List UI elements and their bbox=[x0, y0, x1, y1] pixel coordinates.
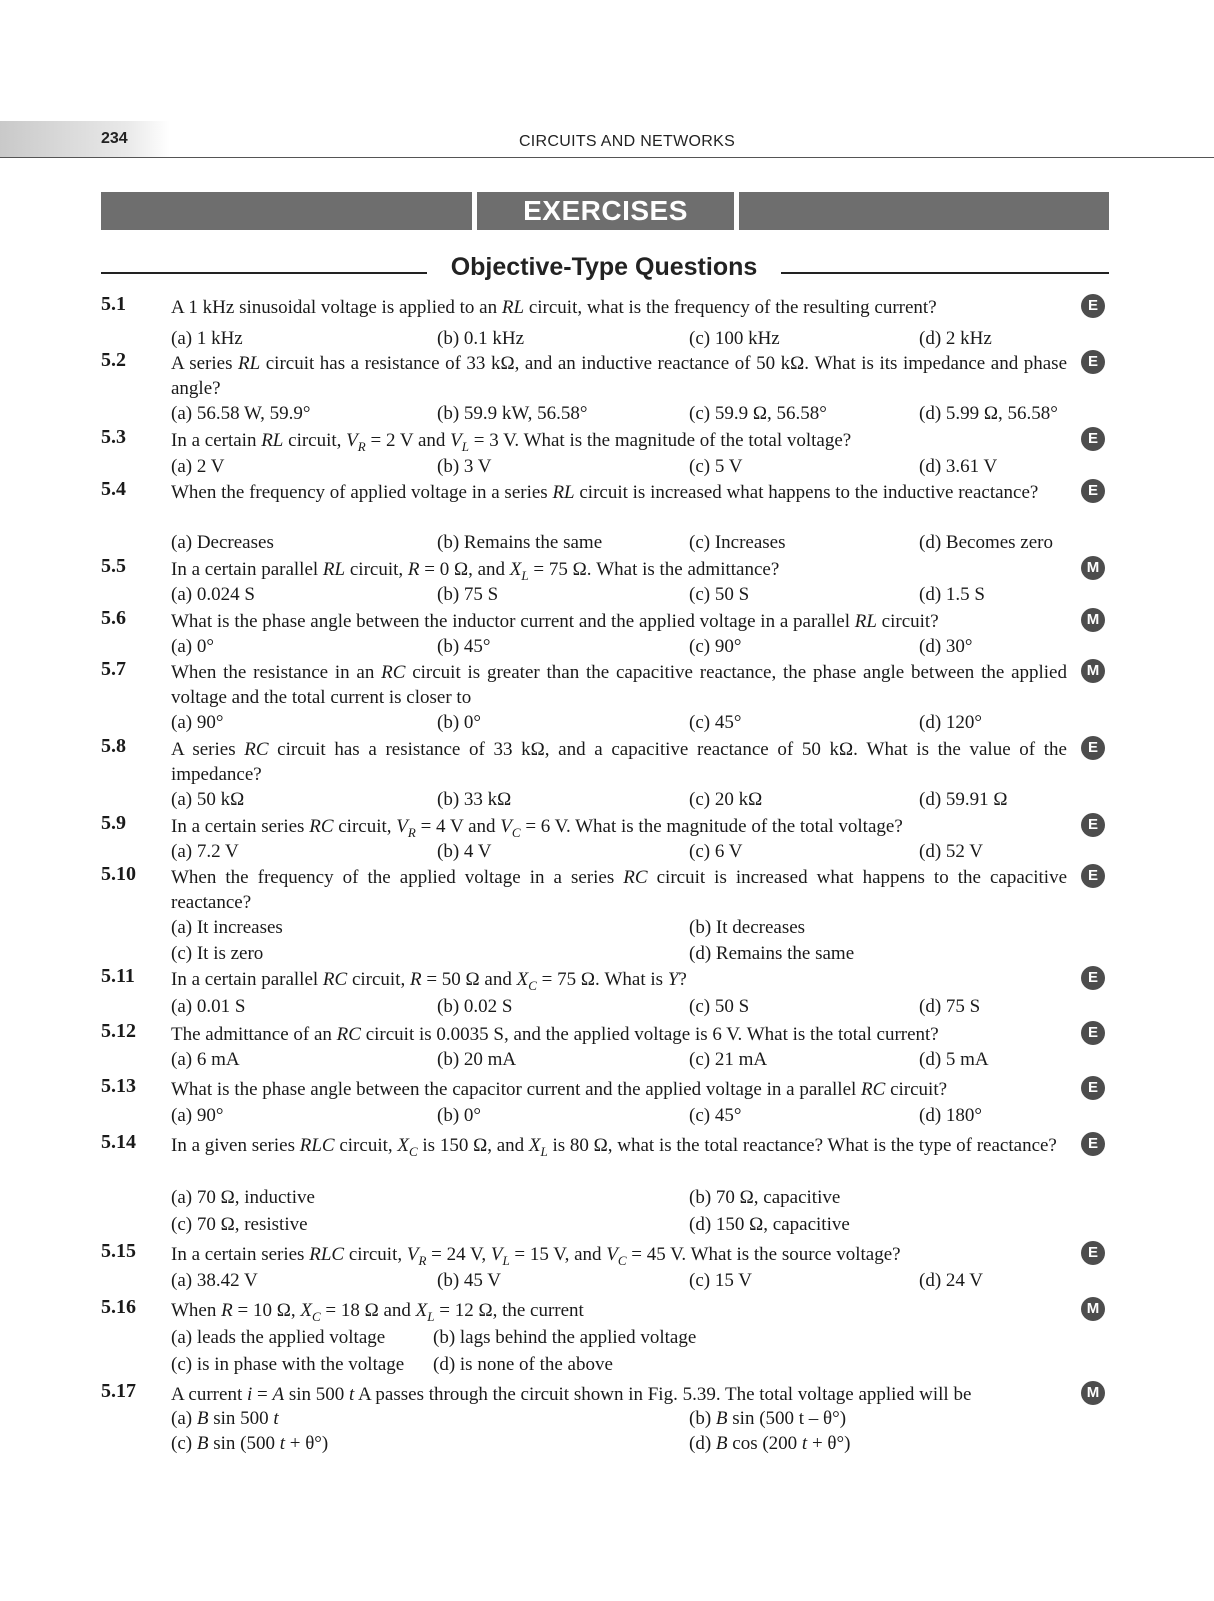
question-text: What is the phase angle between the capacitor current and the applied voltage in a parallel RC circuit? bbox=[171, 1079, 948, 1100]
answer-option: (a) B sin 500 t bbox=[171, 1408, 279, 1429]
easy-level-badge: E bbox=[1081, 966, 1105, 990]
answer-option: (c) Increases bbox=[689, 532, 786, 553]
running-title: CIRCUITS AND NETWORKS bbox=[518, 133, 736, 150]
answer-option: (b) It decreases bbox=[689, 917, 806, 938]
options-row bbox=[171, 1406, 1091, 1431]
answer-option: (b) 45° bbox=[437, 636, 491, 657]
question-number: 5.5 bbox=[101, 555, 126, 577]
answer-option: (a) Decreases bbox=[171, 532, 274, 553]
answer-option: (d) 5 mA bbox=[919, 1049, 989, 1070]
options-row bbox=[171, 710, 1091, 735]
answer-option: (a) 0.01 S bbox=[171, 996, 246, 1017]
section-rule-right bbox=[781, 272, 1109, 274]
options-row bbox=[171, 1352, 1091, 1377]
answer-option: (a) 1 kHz bbox=[171, 328, 243, 349]
question-text: When the frequency of the applied voltage in a series RC circuit is increased what happens to the capacitive reactance? bbox=[171, 867, 1067, 913]
question-number: 5.2 bbox=[101, 349, 126, 371]
question-number: 5.7 bbox=[101, 658, 126, 680]
options-row bbox=[171, 530, 1091, 555]
options-row bbox=[171, 941, 1091, 966]
easy-level-badge: E bbox=[1081, 736, 1105, 760]
question-text: In a certain series RC circuit, $V_R = 4$ V and $V_C = 6$ V. What is the magnitude of the total voltage? bbox=[171, 816, 903, 840]
options-row bbox=[171, 1103, 1091, 1128]
answer-option: (c) 50 S bbox=[689, 584, 750, 605]
answer-option: (c) is in phase with the voltage bbox=[171, 1354, 405, 1375]
answer-option: (d) 75 S bbox=[919, 996, 981, 1017]
answer-option: (d) Becomes zero bbox=[919, 532, 1053, 553]
question-text: In a certain series RLC circuit, $V_R = 24$ V, $V_L = 15$ V, and $V_C = 45$ V. What is the source voltage? bbox=[171, 1244, 901, 1268]
question-number: 5.3 bbox=[101, 426, 126, 448]
question-text: In a certain parallel RL circuit, R = 0 Ω, and $X_L = 75$ Ω. What is the admittance? bbox=[171, 559, 780, 583]
answer-option: (a) 6 mA bbox=[171, 1049, 240, 1070]
answer-option: (d) 52 V bbox=[919, 841, 984, 862]
answer-option: (d) 150 Ω, capacitive bbox=[689, 1214, 850, 1235]
question-number: 5.11 bbox=[101, 965, 135, 987]
answer-option: (d) 24 V bbox=[919, 1270, 984, 1291]
options-row bbox=[171, 839, 1091, 864]
answer-option: (b) 70 Ω, capacitive bbox=[689, 1187, 841, 1208]
answer-option: (c) 90° bbox=[689, 636, 742, 657]
question-text: In a given series RLC circuit, $X_C$ is 150 Ω, and $X_L$ is 80 Ω, what is the total reactance? What is the type of reactance? bbox=[171, 1135, 1057, 1159]
answer-option: (c) 5 V bbox=[689, 456, 743, 477]
page-number: 234 bbox=[101, 130, 128, 147]
answer-option: (a) 7.2 V bbox=[171, 841, 239, 862]
answer-option: (a) 0.024 S bbox=[171, 584, 255, 605]
question-number: 5.15 bbox=[101, 1240, 136, 1262]
answer-option: (b) 45 V bbox=[437, 1270, 502, 1291]
answer-option: (b) 33 kΩ bbox=[437, 789, 512, 810]
answer-option: (c) 50 S bbox=[689, 996, 750, 1017]
options-row bbox=[171, 326, 1091, 351]
question-text: In a certain parallel RC circuit, R = 50 Ω and $X_C = 75$ Ω. What is Y? bbox=[171, 969, 687, 993]
answer-option: (a) 90° bbox=[171, 712, 224, 733]
answer-option: (b) 0.1 kHz bbox=[437, 328, 525, 349]
answer-option: (c) 20 kΩ bbox=[689, 789, 763, 810]
question-number: 5.4 bbox=[101, 478, 126, 500]
answer-option: (a) 2 V bbox=[171, 456, 225, 477]
easy-level-badge: E bbox=[1081, 350, 1105, 374]
medium-level-badge: M bbox=[1081, 659, 1105, 683]
answer-option: (a) 70 Ω, inductive bbox=[171, 1187, 315, 1208]
question-text: A series RC circuit has a resistance of 33 kΩ, and a capacitive reactance of 50 kΩ. What is the value of the impedance? bbox=[171, 739, 1067, 785]
easy-level-badge: E bbox=[1081, 813, 1105, 837]
answer-option: (d) is none of the above bbox=[433, 1354, 613, 1375]
answer-option: (a) leads the applied voltage bbox=[171, 1327, 386, 1348]
header-rule bbox=[0, 157, 1214, 158]
banner-left-bar bbox=[101, 192, 472, 230]
options-row bbox=[171, 401, 1091, 426]
easy-level-badge: E bbox=[1081, 1132, 1105, 1156]
options-row bbox=[171, 1431, 1091, 1456]
medium-level-badge: M bbox=[1081, 608, 1105, 632]
question-text: What is the phase angle between the inductor current and the applied voltage in a parallel RL circuit? bbox=[171, 611, 939, 632]
question-number: 5.17 bbox=[101, 1380, 136, 1402]
easy-level-badge: E bbox=[1081, 1241, 1105, 1265]
answer-option: (d) 180° bbox=[919, 1105, 983, 1126]
question-number: 5.14 bbox=[101, 1131, 136, 1153]
question-number: 5.12 bbox=[101, 1020, 136, 1042]
answer-option: (c) 45° bbox=[689, 712, 742, 733]
answer-option: (a) 0° bbox=[171, 636, 214, 657]
answer-option: (c) 15 V bbox=[689, 1270, 752, 1291]
medium-level-badge: M bbox=[1081, 556, 1105, 580]
answer-option: (c) 70 Ω, resistive bbox=[171, 1214, 308, 1235]
medium-level-badge: M bbox=[1081, 1381, 1105, 1405]
question-text: The admittance of an RC circuit is 0.0035 S, and the applied voltage is 6 V. What is the total current? bbox=[171, 1024, 939, 1045]
question-text: When the resistance in an RC circuit is greater than the capacitive reactance, the phase angle between the applied voltage and the total current is closer to bbox=[171, 662, 1067, 708]
options-row bbox=[171, 787, 1091, 812]
easy-level-badge: E bbox=[1081, 1021, 1105, 1045]
options-row bbox=[171, 915, 1091, 940]
answer-option: (d) 2 kHz bbox=[919, 328, 992, 349]
answer-option: (b) 4 V bbox=[437, 841, 492, 862]
answer-option: (b) lags behind the applied voltage bbox=[433, 1327, 697, 1348]
options-row bbox=[171, 1268, 1091, 1293]
question-number: 5.10 bbox=[101, 863, 136, 885]
easy-level-badge: E bbox=[1081, 427, 1105, 451]
question-text: A series RL circuit has a resistance of 33 kΩ, and an inductive reactance of 50 kΩ. What is its impedance and phase angle? bbox=[171, 353, 1068, 399]
easy-level-badge: E bbox=[1081, 479, 1105, 503]
options-row bbox=[171, 1325, 1091, 1350]
answer-option: (c) 45° bbox=[689, 1105, 742, 1126]
section-rule-left bbox=[101, 272, 427, 274]
question-text: In a certain RL circuit, $V_R = 2$ V and $V_L = 3$ V. What is the magnitude of the total voltage? bbox=[171, 430, 852, 454]
answer-option: (b) 59.9 kW, 56.58° bbox=[437, 403, 588, 424]
options-row bbox=[171, 634, 1091, 659]
easy-level-badge: E bbox=[1081, 864, 1105, 888]
answer-option: (c) B sin (500 t + θ°) bbox=[171, 1433, 329, 1454]
question-number: 5.16 bbox=[101, 1296, 136, 1318]
answer-option: (a) 38.42 V bbox=[171, 1270, 258, 1291]
answer-option: (d) 120° bbox=[919, 712, 983, 733]
answer-option: (b) Remains the same bbox=[437, 532, 603, 553]
easy-level-badge: E bbox=[1081, 1076, 1105, 1100]
options-row bbox=[171, 582, 1091, 607]
answer-option: (b) 75 S bbox=[437, 584, 499, 605]
answer-option: (a) 90° bbox=[171, 1105, 224, 1126]
answer-option: (b) 3 V bbox=[437, 456, 492, 477]
answer-option: (a) It increases bbox=[171, 917, 283, 938]
options-row bbox=[171, 994, 1091, 1019]
answer-option: (b) 20 mA bbox=[437, 1049, 517, 1070]
answer-option: (c) 59.9 Ω, 56.58° bbox=[689, 403, 827, 424]
answer-option: (a) 50 kΩ bbox=[171, 789, 245, 810]
answer-option: (d) 3.61 V bbox=[919, 456, 998, 477]
exercises-banner: EXERCISES bbox=[477, 192, 734, 230]
running-header bbox=[0, 121, 1214, 161]
answer-option: (d) 1.5 S bbox=[919, 584, 985, 605]
options-row bbox=[171, 454, 1091, 479]
answer-option: (a) 56.58 W, 59.9° bbox=[171, 403, 311, 424]
answer-option: (d) 59.91 Ω bbox=[919, 789, 1008, 810]
section-title: Objective-Type Questions bbox=[450, 253, 758, 281]
question-text: When the frequency of applied voltage in a series RL circuit is increased what happens to the inductive reactance? bbox=[171, 482, 1039, 503]
question-text: A current i = A sin 500 t A passes through the circuit shown in Fig. 5.39. The total voltage applied will be bbox=[171, 1384, 972, 1405]
question-number: 5.9 bbox=[101, 812, 126, 834]
question-number: 5.13 bbox=[101, 1075, 136, 1097]
question-number: 5.1 bbox=[101, 293, 126, 315]
answer-option: (b) 0° bbox=[437, 1105, 482, 1126]
question-text: A 1 kHz sinusoidal voltage is applied to an RL circuit, what is the frequency of the resulting current? bbox=[171, 297, 937, 318]
answer-option: (d) 30° bbox=[919, 636, 973, 657]
question-text: When R = 10 Ω, $X_C = 18$ Ω and $X_L = 12$ Ω, the current bbox=[171, 1300, 584, 1324]
answer-option: (c) 21 mA bbox=[689, 1049, 768, 1070]
answer-option: (b) 0.02 S bbox=[437, 996, 513, 1017]
answer-option: (b) B sin (500 t – θ°) bbox=[689, 1408, 847, 1429]
options-row bbox=[171, 1185, 1091, 1210]
answer-option: (c) It is zero bbox=[171, 943, 264, 964]
medium-level-badge: M bbox=[1081, 1297, 1105, 1321]
answer-option: (c) 6 V bbox=[689, 841, 743, 862]
answer-option: (c) 100 kHz bbox=[689, 328, 780, 349]
banner-right-bar bbox=[739, 192, 1109, 230]
options-row bbox=[171, 1047, 1091, 1072]
question-number: 5.8 bbox=[101, 735, 126, 757]
answer-option: (d) 5.99 Ω, 56.58° bbox=[919, 403, 1058, 424]
answer-option: (d) B cos (200 t + θ°) bbox=[689, 1433, 851, 1454]
question-number: 5.6 bbox=[101, 607, 126, 629]
options-row bbox=[171, 1212, 1091, 1237]
easy-level-badge: E bbox=[1081, 294, 1105, 318]
answer-option: (b) 0° bbox=[437, 712, 482, 733]
answer-option: (d) Remains the same bbox=[689, 943, 855, 964]
